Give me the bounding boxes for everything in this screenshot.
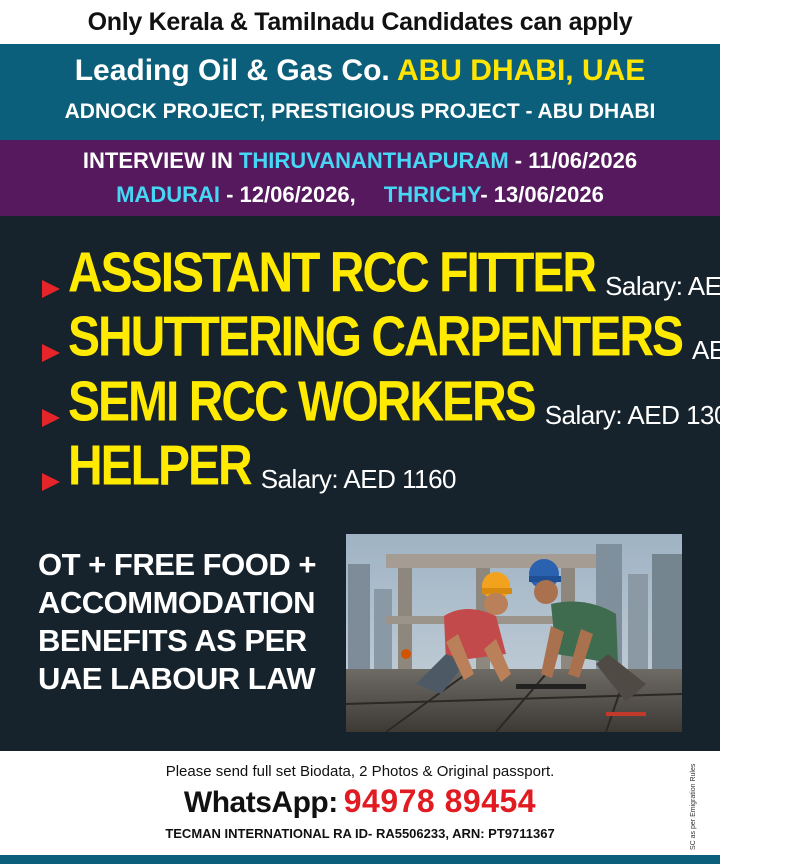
job-salary: AED 1300 [692,335,807,365]
eligibility-banner: Only Kerala & Tamilnadu Candidates can apply [87,7,633,36]
send-documents-note: Please send full set Biodata, 2 Photos & Original passport. [165,763,555,780]
footer [0,751,720,855]
red-triangle-arrow-icon [42,344,60,362]
job-item [42,370,742,437]
red-triangle-arrow-icon [42,473,60,491]
interview-band [0,140,720,216]
job-item [42,434,457,501]
benefit-line: OT + FREE FOOD + [38,547,316,582]
workers-photo [346,534,682,732]
job-salary: Salary: AED 1300 [544,400,742,430]
interview-date-1: - 11/06/2026 [508,148,638,173]
job-item [42,241,801,308]
job-title: SHUTTERING CARPENTERS [68,305,683,369]
job-title: HELPER [68,434,251,498]
side-note [690,763,704,850]
company-line [0,54,720,88]
job-salary: Salary: AED 1160 [260,464,457,494]
interview-line-2 [0,182,720,208]
company-name: Leading Oil & Gas Co. [74,54,390,87]
job-title: ASSISTANT RCC FITTER [68,241,596,305]
project-line: ADNOCK PROJECT, PRESTIGIOUS PROJECT - ABU DHABI [64,100,656,123]
interview-city-3: THRICHY [383,182,481,207]
side-note-text: SC as per Emigration Rules [690,763,697,850]
red-triangle-arrow-icon [42,409,60,427]
whatsapp-number[interactable]: 94978 89454 [343,783,537,819]
benefit-line: ACCOMMODATION [38,585,316,620]
job-title: SEMI RCC WORKERS [68,370,535,434]
benefit-line: UAE LABOUR LAW [38,661,316,696]
workers-illustration [346,534,682,732]
interview-city-2: MADURAI [116,182,220,207]
interview-date-3: - 13/06/2026 [480,182,604,207]
whatsapp-line [0,783,720,820]
benefit-line: BENEFITS AS PER [38,623,307,658]
company-location: ABU DHABI, UAE [396,54,646,87]
company-band [0,44,720,140]
red-triangle-arrow-icon [42,280,60,298]
whatsapp-label: WhatsApp: [183,786,338,819]
agency-line: TECMAN INTERNATIONAL RA ID- RA5506233, ARN: PT9711367 [165,826,555,841]
job-item [42,305,807,372]
interview-date-2: - 12/06/2026, [220,182,356,207]
interview-prefix: INTERVIEW IN [82,148,233,173]
interview-line-1 [0,148,720,174]
bottom-strip [0,855,720,864]
job-salary: Salary: AED 1160 [605,271,801,301]
interview-city-1: THIRUVANANTHAPURAM [238,148,509,173]
benefits-block [38,546,338,698]
